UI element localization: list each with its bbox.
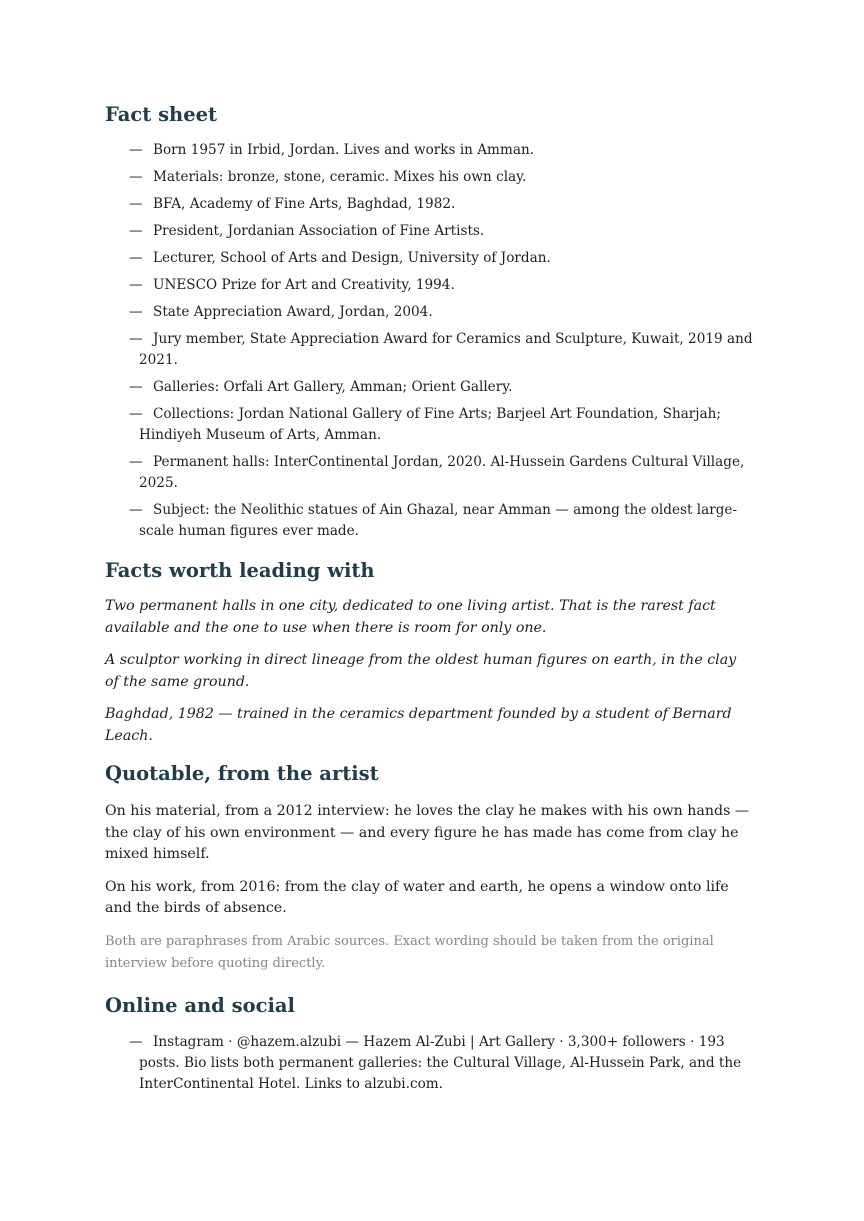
list-item-text: Lecturer, School of Arts and Design, University of Jordan.	[153, 250, 551, 266]
list-item	[129, 248, 754, 269]
dash-marker: —	[129, 304, 143, 320]
dash-marker: —	[129, 454, 143, 470]
list-item-text: UNESCO Prize for Art and Creativity, 1994.	[153, 277, 455, 293]
list-item-text: State Appreciation Award, Jordan, 2004.	[153, 304, 433, 320]
list-item-text: Permanent halls: InterContinental Jordan, 2020. Al-Hussein Gardens Cultural Village, 2025.	[139, 454, 745, 491]
dash-marker: —	[129, 223, 143, 239]
list-item	[129, 302, 754, 323]
heading-fact-sheet: Fact sheet	[105, 103, 218, 126]
quote-paragraph: On his work, from 2016: from the clay of water and earth, he opens a window onto life and the birds of absence.	[105, 878, 729, 916]
lead-paragraph: Baghdad, 1982 — trained in the ceramics department founded by a student of Bernard Leach.	[105, 706, 732, 744]
list-item	[129, 167, 754, 188]
list-item	[129, 221, 754, 242]
list-item	[129, 194, 754, 215]
list-item	[129, 404, 754, 446]
list-item-text: BFA, Academy of Fine Arts, Baghdad, 1982.	[153, 196, 456, 212]
list-item-text: Subject: the Neolithic statues of Ain Ghazal, near Amman — among the oldest large-scale human figures ever made.	[139, 502, 738, 539]
paraphrase-note: Both are paraphrases from Arabic sources. Exact wording should be taken from the original interview before quoting directly.	[105, 933, 714, 971]
dash-marker: —	[129, 379, 143, 395]
list-item	[129, 500, 754, 542]
dash-marker: —	[129, 502, 143, 518]
heading-facts-worth-leading: Facts worth leading with	[105, 559, 375, 582]
list-item-text: Galleries: Orfali Art Gallery, Amman; Orient Gallery.	[153, 379, 513, 395]
list-item	[129, 377, 754, 398]
dash-marker: —	[129, 1033, 143, 1050]
dash-marker: —	[129, 331, 143, 347]
dash-marker: —	[129, 406, 143, 422]
fact-sheet-list	[105, 140, 754, 542]
list-item	[129, 329, 754, 371]
lead-paragraph: A sculptor working in direct lineage from the oldest human figures on earth, in the clay of the same ground.	[105, 652, 737, 690]
list-item-text: President, Jordanian Association of Fine Artists.	[153, 223, 485, 239]
dash-marker: —	[129, 277, 143, 293]
dash-marker: —	[129, 196, 143, 212]
dash-marker: —	[129, 169, 143, 185]
heading-online-social: Online and social	[105, 993, 295, 1017]
dash-marker: —	[129, 142, 143, 158]
quote-paragraph: On his material, from a 2012 interview: he loves the clay he makes with his own hands — the clay of his own environment — and every figure he has made has come from clay he mixed himself.	[105, 803, 750, 862]
list-item	[129, 452, 754, 494]
list-item-text: Materials: bronze, stone, ceramic. Mixes his own clay.	[153, 169, 527, 185]
list-item-text: Born 1957 in Irbid, Jordan. Lives and works in Amman.	[153, 142, 535, 158]
list-item	[129, 140, 754, 161]
list-item	[129, 275, 754, 296]
dash-marker: —	[129, 250, 143, 266]
lead-paragraph: Two permanent halls in one city, dedicated to one living artist. That is the rarest fact available and the one to use when there is room for only one.	[105, 598, 716, 636]
list-item-text: Jury member, State Appreciation Award for Ceramics and Sculpture, Kuwait, 2019 and 2021.	[139, 331, 753, 368]
heading-quotable: Quotable, from the artist	[105, 762, 379, 785]
list-item	[129, 1032, 754, 1095]
online-list	[105, 1032, 754, 1095]
list-item-text: Instagram · @hazem.alzubi — Hazem Al-Zubi | Art Gallery · 3,300+ followers · 193 posts. Bio lists both permanent galleries: the Cultural Village, Al-Hussein Park, and the InterContinental Hotel. Links to alzubi.com.	[139, 1033, 742, 1092]
list-item-text: Collections: Jordan National Gallery of Fine Arts; Barjeel Art Foundation, Sharjah; Hindiyeh Museum of Arts, Amman.	[139, 406, 721, 443]
